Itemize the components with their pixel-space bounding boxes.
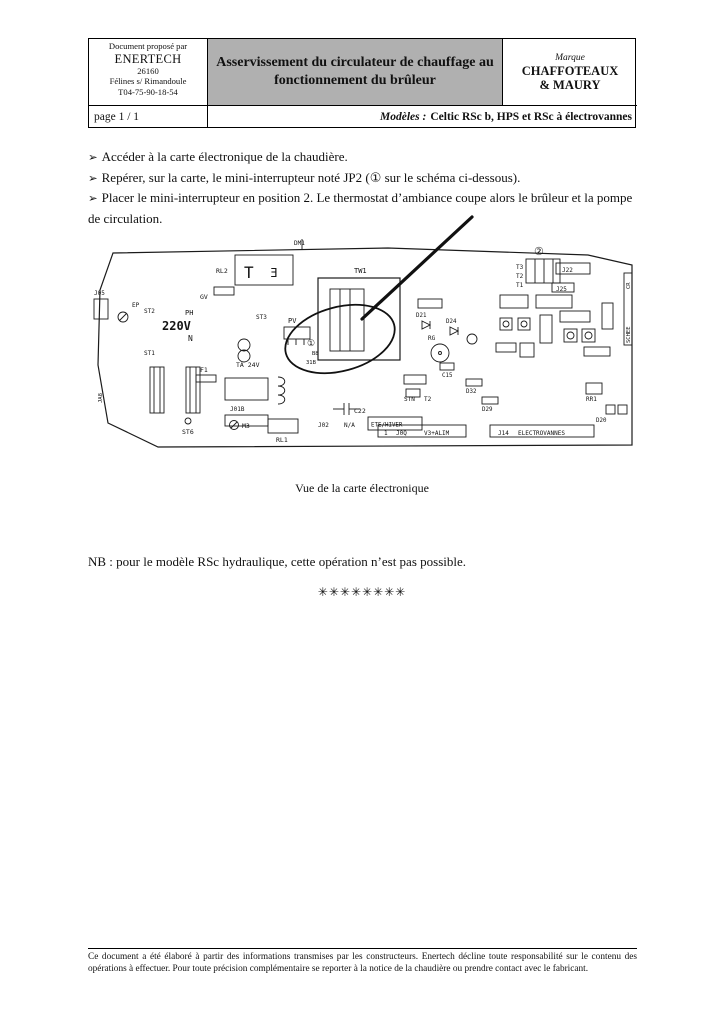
models-label: Modèles :	[380, 110, 427, 123]
diagram-label-electrovannes: ELECTROVANNES	[518, 430, 565, 437]
diagram-label-stn: STN	[404, 396, 415, 403]
publisher-zip: 26160	[137, 65, 159, 76]
diagram-label-d20: D20	[596, 418, 607, 424]
models-cell	[207, 105, 637, 127]
diagram-label-ta24v: TA 24V	[236, 361, 260, 369]
diagram-label-st1: ST1	[144, 350, 155, 357]
publisher-phone: T04-75-90-18-54	[118, 86, 178, 97]
instruction-text: Accéder à la carte électronique de la chaudière.	[101, 149, 348, 164]
diagram-label-t1: T1	[516, 282, 524, 289]
diagram-label-n: N	[188, 334, 193, 343]
nb-note: NB : pour le modèle RSc hydraulique, cette opération n’est pas possible.	[88, 554, 466, 569]
instruction-item	[88, 168, 644, 189]
page-number: page 1 / 1	[89, 105, 207, 127]
diagram-label-31b: 31B	[306, 360, 316, 366]
diagram-label-j14: J14	[498, 430, 509, 437]
diagram-label-d29: D29	[482, 407, 493, 413]
diagram-label-e: Ǝ	[270, 266, 278, 280]
diagram-label-st6: ST6	[182, 428, 194, 436]
diagram-label-j05: J05	[94, 290, 105, 297]
diagram-label-j0q: J0Q	[396, 430, 407, 437]
circled-1-marker: ①	[307, 339, 316, 349]
instruction-text: Placer le mini-interrupteur en position 2. Le thermostat d’ambiance coupe alors le brûleur et la pompe de circulation.	[88, 190, 633, 226]
diagram-label-st2: ST2	[144, 308, 155, 315]
diagram-label-schee: SCHEE	[626, 326, 632, 343]
brand-name-line1: CHAFFOTEAUX	[521, 63, 619, 78]
diagram-label-f1: F1	[200, 366, 208, 374]
diagram-label-dm1: DM1	[294, 240, 305, 247]
publisher-name: ENERTECH	[114, 51, 182, 66]
circled-2-marker: ②	[534, 245, 544, 258]
models-value: Celtic RSc b, HPS et RSc à électrovannes	[430, 110, 632, 123]
diagram-label-t3: T3	[516, 264, 524, 271]
diagram-label-rl1: RL1	[276, 436, 288, 444]
arrow-bullet-icon: ➢	[88, 191, 98, 205]
publisher-city: Félines s/ Rimandoule	[109, 76, 187, 86]
diagram-label-rl2: RL2	[216, 267, 228, 275]
document-title: Asservissement du circulateur de chauffage au fonctionnement du brûleur	[207, 39, 503, 105]
diagram-label-gv: GV	[200, 293, 208, 301]
diagram-label-cr: CR	[626, 282, 632, 289]
diagram-label-t2: T2	[516, 273, 524, 280]
diagram-label-d32: D32	[466, 389, 477, 395]
diagram-label-tw1: TW1	[354, 267, 367, 275]
diagram-label-d24: D24	[446, 319, 457, 325]
diagram-label-c22: C22	[354, 407, 366, 415]
publisher-block	[89, 39, 207, 105]
figure-circuit-board	[88, 215, 648, 460]
diagram-label-220v: 220V	[162, 319, 191, 333]
diagram-label-v3alim: V3+ALIM	[424, 430, 450, 437]
figure-caption: Vue de la carte électronique	[295, 481, 429, 495]
publisher-line: Document proposé par	[108, 41, 188, 51]
diagram-label-ete-hiver: ETE/HIVER	[371, 422, 403, 429]
board-labels	[94, 240, 632, 444]
arrow-bullet-icon: ➢	[88, 170, 98, 185]
separator-asterisks: ✳✳✳✳✳✳✳✳	[317, 585, 407, 599]
diagram-label-j01b: J01B	[230, 406, 245, 413]
diagram-label-j02: J02	[318, 422, 329, 429]
diagram-label-rr1: RR1	[586, 396, 597, 403]
diagram-label-c15: C15	[442, 373, 453, 379]
diagram-label-ep: EP	[132, 302, 140, 309]
footer-disclaimer: Ce document a été élaboré à partir des informations transmises par les constructeurs. Enertech décline toute responsabilité sur le contenu des opérations à effectuer. Pour toute précision complémentaire se reporter à la notice de la chaudière ou prendre contact avec le fabricant.	[88, 948, 637, 975]
pointer-line	[362, 217, 472, 319]
header-table	[88, 38, 636, 128]
diagram-label-m3: M3	[242, 422, 250, 430]
diagram-label-ja8: JA8	[98, 393, 104, 403]
diagram-label-t2-mid: T2	[424, 396, 432, 403]
diagram-label-ph: PH	[185, 309, 194, 317]
diagram-label-t: T	[244, 263, 254, 282]
diagram-label-b8: B8	[312, 351, 319, 357]
instruction-text: Repérer, sur la carte, le mini-interrupteur noté JP2 (① sur le schéma ci-dessous).	[101, 169, 521, 185]
diagram-label-st3: ST3	[256, 314, 267, 321]
diagram-label-j22: J22	[562, 267, 573, 274]
diagram-label-rg: RG	[428, 335, 436, 342]
diagram-label-pv: PV	[288, 317, 297, 325]
diagram-label-1: 1	[384, 430, 388, 437]
arrow-bullet-icon: ➢	[88, 150, 98, 164]
instruction-item	[88, 147, 644, 168]
diagram-label-na: N/A	[344, 422, 355, 429]
brand-block	[503, 39, 637, 105]
diagram-label-d21: D21	[416, 313, 427, 319]
diagram-label-j25: J25	[556, 286, 567, 293]
brand-marque-label: Marque	[555, 52, 585, 63]
circuit-board-diagram	[88, 215, 648, 460]
brand-name-line2: & MAURY	[539, 78, 601, 92]
